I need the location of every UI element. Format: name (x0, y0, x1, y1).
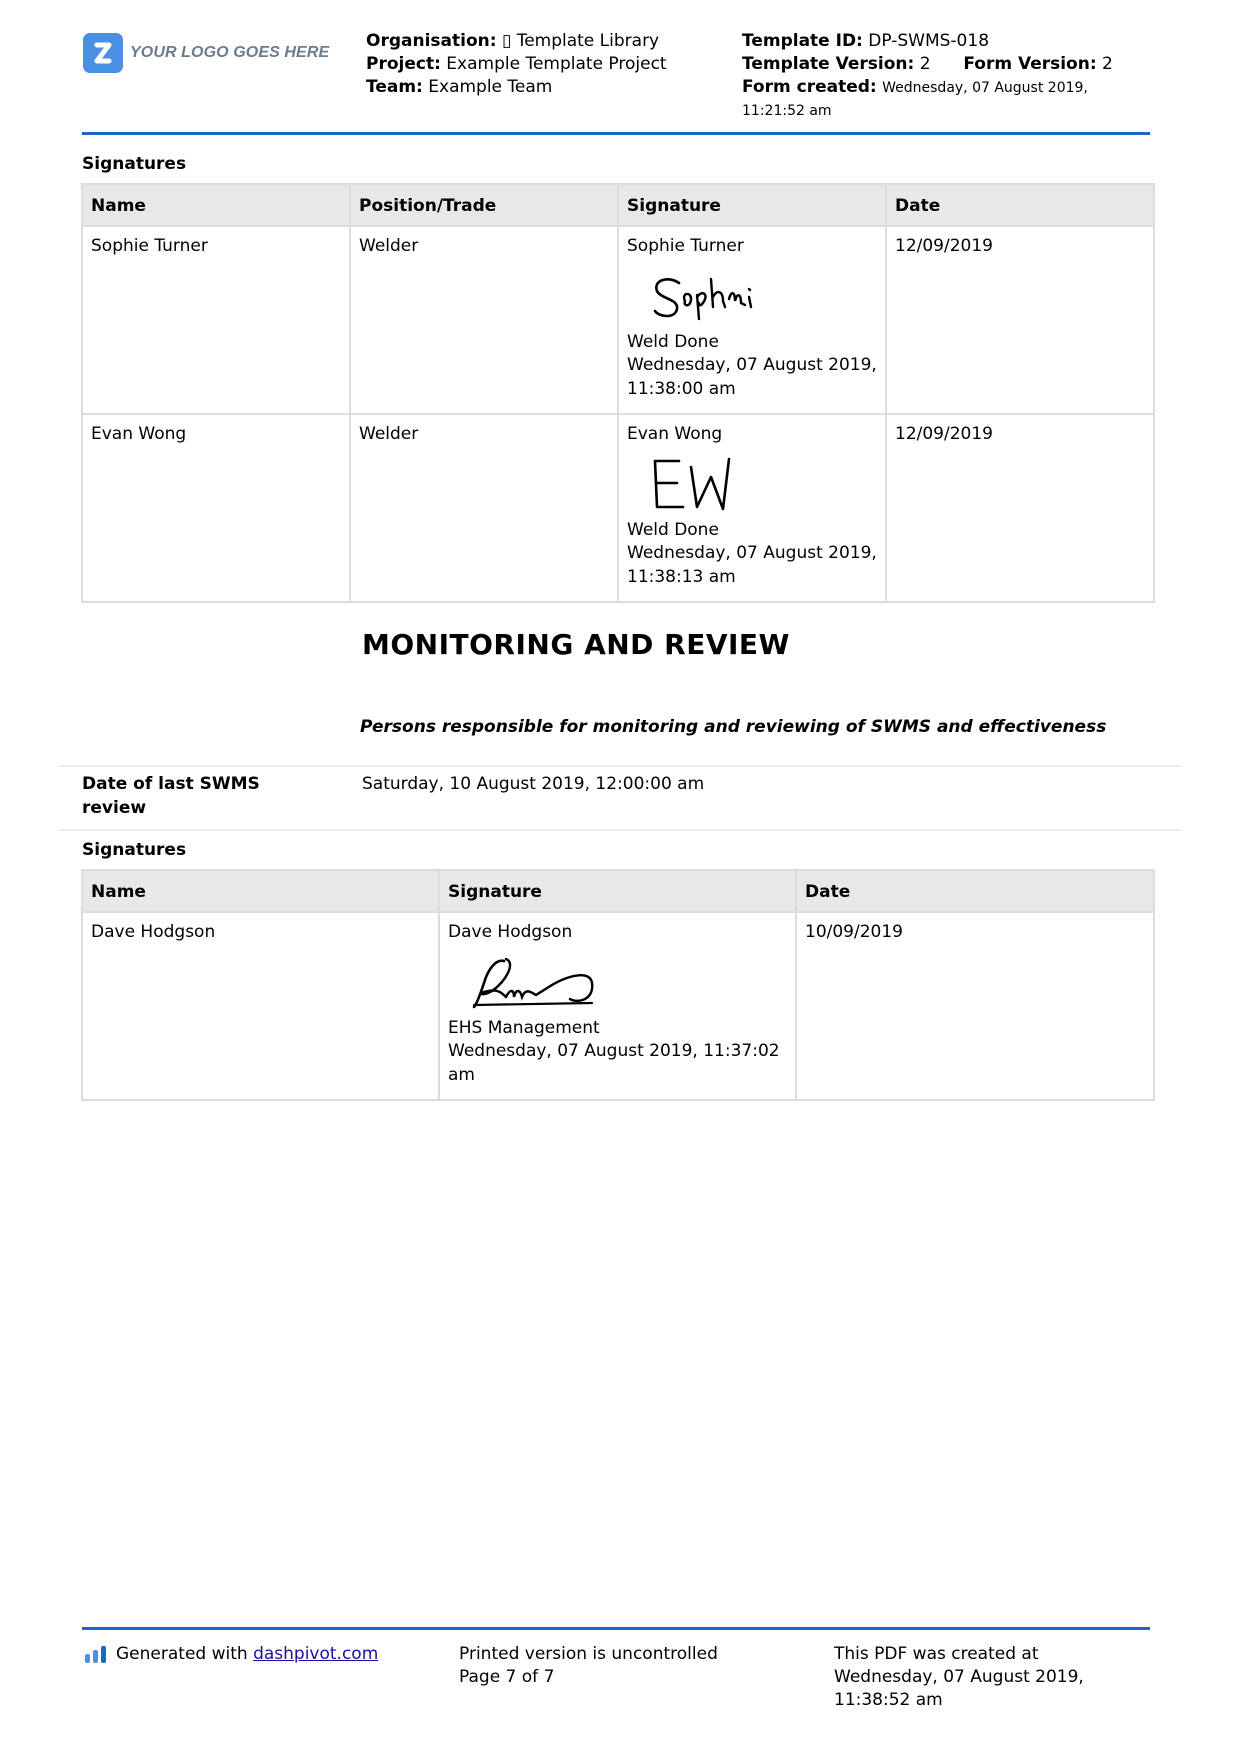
last-review-label-line2: review (82, 798, 147, 818)
project-label: Project: (366, 54, 441, 74)
template-version-line (742, 53, 1113, 76)
section-title: MONITORING AND REVIEW (362, 628, 790, 661)
last-review-label (82, 772, 260, 820)
signatures-label-1: Signatures (82, 154, 187, 174)
organisation-value: ▯ Template Library (501, 31, 660, 51)
pdf-created-line2: Wednesday, 07 August 2019, (834, 1667, 1084, 1687)
cell-signature (439, 912, 796, 1100)
form-created-value-line1: Wednesday, 07 August 2019, (882, 80, 1088, 96)
cell-date: 10/09/2019 (796, 912, 1154, 1100)
signature-timestamp: Wednesday, 07 August 2019, (627, 355, 877, 375)
column-header-name: Name (82, 184, 350, 226)
form-version-label: Form Version: (963, 54, 1097, 74)
team-label: Team: (366, 77, 423, 97)
table-row (82, 912, 1154, 1100)
divider (58, 829, 1182, 831)
logo-icon (83, 33, 123, 73)
cell-position: Welder (350, 414, 618, 602)
pdf-created-notice (834, 1643, 1084, 1712)
form-created-line (742, 76, 1088, 100)
column-header-date: Date (886, 184, 1154, 226)
organisation-line (366, 30, 659, 53)
signer-name: Dave Hodgson (448, 922, 573, 942)
form-created-label: Form created: (742, 77, 877, 97)
signatures-label-2: Signatures (82, 840, 187, 860)
signature-note: Weld Done (627, 331, 719, 352)
form-created-value-line2: 11:21:52 am (742, 103, 832, 119)
handwritten-signature-image (466, 953, 606, 1011)
dashpivot-icon (84, 1645, 108, 1670)
column-header-position: Position/Trade (350, 184, 618, 226)
cell-name: Sophie Turner (82, 226, 350, 414)
template-id-line (742, 30, 989, 53)
cell-date: 12/09/2019 (886, 226, 1154, 414)
signer-name: Evan Wong (627, 424, 723, 444)
template-id-value: DP-SWMS-018 (868, 31, 990, 51)
organisation-label: Organisation: (366, 31, 497, 51)
team-value: Example Team (428, 77, 553, 97)
table-row (82, 414, 1154, 602)
form-version-value: 2 (1102, 54, 1113, 74)
dashpivot-link[interactable]: dashpivot.com (253, 1644, 379, 1664)
signature-timestamp-cont: 11:38:00 am (627, 378, 736, 399)
handwritten-signature-image (645, 455, 765, 513)
signatures-table-2 (81, 869, 1155, 1101)
signatures-table-1 (81, 183, 1155, 603)
column-header-signature: Signature (439, 870, 796, 912)
last-review-label-line1: Date of last SWMS (82, 774, 260, 794)
cell-name: Dave Hodgson (82, 912, 439, 1100)
cell-name: Evan Wong (82, 414, 350, 602)
last-review-value: Saturday, 10 August 2019, 12:00:00 am (362, 774, 705, 794)
project-value: Example Template Project (446, 54, 667, 74)
page-number: Page 7 of 7 (459, 1667, 555, 1687)
signature-timestamp-cont: am (448, 1064, 475, 1085)
template-id-label: Template ID: (742, 31, 863, 51)
uncontrolled-notice (459, 1643, 718, 1689)
signature-timestamp: Wednesday, 07 August 2019, 11:37:02 (448, 1041, 780, 1061)
column-header-date: Date (796, 870, 1154, 912)
cell-position: Welder (350, 226, 618, 414)
column-header-signature: Signature (618, 184, 886, 226)
generated-with (116, 1643, 378, 1666)
signature-note: EHS Management (448, 1017, 600, 1038)
logo-text: YOUR LOGO GOES HERE (130, 44, 330, 61)
cell-signature (618, 414, 886, 602)
signer-name: Sophie Turner (627, 236, 744, 256)
table-header-row (82, 870, 1154, 912)
divider (58, 765, 1182, 767)
project-line (366, 53, 667, 76)
team-line (366, 76, 552, 99)
signature-timestamp: Wednesday, 07 August 2019, (627, 543, 877, 563)
signature-timestamp-cont: 11:38:13 am (627, 566, 736, 587)
template-version-label: Template Version: (742, 54, 915, 74)
header-divider (82, 132, 1150, 135)
table-header-row (82, 184, 1154, 226)
footer-divider (82, 1627, 1150, 1630)
cell-date: 12/09/2019 (886, 414, 1154, 602)
table-row (82, 226, 1154, 414)
handwritten-signature-image (645, 267, 765, 325)
section-subtitle: Persons responsible for monitoring and reviewing of SWMS and effectiveness (360, 717, 1107, 737)
cell-signature (618, 226, 886, 414)
uncontrolled-text: Printed version is uncontrolled (459, 1644, 718, 1664)
generated-prefix: Generated with (116, 1644, 248, 1664)
template-version-value: 2 (919, 54, 931, 74)
column-header-name: Name (82, 870, 439, 912)
pdf-created-line1: This PDF was created at (834, 1644, 1039, 1664)
pdf-created-line3: 11:38:52 am (834, 1690, 943, 1710)
signature-note: Weld Done (627, 519, 719, 540)
